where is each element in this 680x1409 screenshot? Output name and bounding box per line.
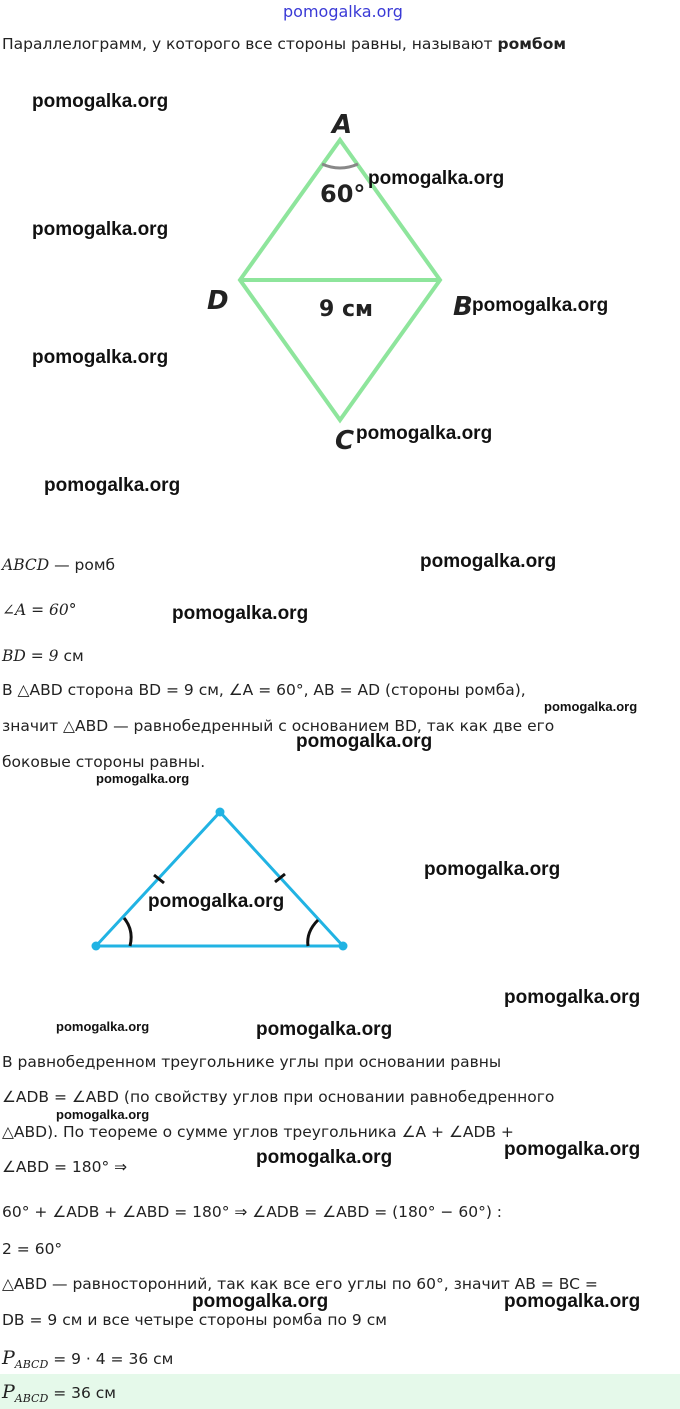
text-romb: — ромб bbox=[49, 556, 116, 574]
math-p-subscript: ABCD bbox=[14, 1358, 49, 1372]
vertex-dot-right bbox=[339, 942, 348, 951]
solution-line-12: 2 = 60° bbox=[2, 1240, 63, 1258]
angle-label: 60° bbox=[320, 180, 366, 208]
watermark: pomogalka.org bbox=[32, 347, 169, 368]
watermark: pomogalka.org bbox=[504, 1291, 641, 1312]
vertex-c-label: C bbox=[335, 426, 355, 455]
math-abcd: ABCD bbox=[2, 556, 50, 574]
solution-line-15 bbox=[2, 1347, 173, 1371]
watermark: pomogalka.org bbox=[504, 987, 641, 1008]
math-angle-a: A = 60° bbox=[15, 601, 77, 619]
watermark-small: pomogalka.org bbox=[544, 699, 638, 714]
watermark: pomogalka.org bbox=[368, 168, 505, 189]
watermark: pomogalka.org bbox=[256, 1019, 393, 1040]
answer-line bbox=[2, 1381, 116, 1405]
watermark: pomogalka.org bbox=[504, 1139, 641, 1160]
solution-line-13: △ABD — равносторонний, так как все его углы по 60°, значит AB = BC = bbox=[2, 1275, 598, 1293]
math-bd: BD = 9 bbox=[2, 647, 59, 665]
vertex-a-label: A bbox=[332, 110, 353, 140]
solution-line-1 bbox=[2, 556, 115, 574]
watermark: pomogalka.org bbox=[256, 1147, 393, 1168]
watermark: pomogalka.org bbox=[356, 423, 493, 444]
vertex-dot-left bbox=[92, 942, 101, 951]
text-sm: см bbox=[58, 647, 84, 665]
vertex-b-label: B bbox=[453, 292, 473, 322]
solution-line-2 bbox=[2, 601, 77, 619]
intro-plain: Параллелограмм, у которого все стороны равны, называют bbox=[2, 35, 498, 53]
watermark-small: pomogalka.org bbox=[56, 1107, 150, 1122]
triangle-outline bbox=[96, 812, 343, 946]
perimeter-calc: = 9 · 4 = 36 см bbox=[48, 1350, 174, 1368]
solution-line-7: В равнобедренном треугольнике углы при основании равны bbox=[2, 1053, 502, 1071]
watermark: pomogalka.org bbox=[472, 295, 609, 316]
solution-line-8: ∠ADB = ∠ABD (по свойству углов при основании равнобедренного bbox=[2, 1088, 555, 1106]
watermark: pomogalka.org bbox=[296, 731, 433, 752]
vertex-d-label: D bbox=[207, 286, 229, 316]
site-link[interactable]: pomogalka.org bbox=[283, 2, 403, 21]
solution-line-14: DB = 9 см и все четыре стороны ромба по 9 см bbox=[2, 1311, 387, 1329]
angle-arc bbox=[322, 164, 358, 168]
watermark-small: pomogalka.org bbox=[56, 1019, 150, 1034]
watermark: pomogalka.org bbox=[44, 475, 181, 496]
intro-text bbox=[2, 35, 566, 53]
watermark: pomogalka.org bbox=[172, 603, 309, 624]
solution-line-9: △ABD). По теореме о сумме углов треугольника ∠A + ∠ADB + bbox=[2, 1123, 514, 1141]
watermark-small: pomogalka.org bbox=[96, 771, 190, 786]
answer-p: P bbox=[2, 1381, 15, 1403]
vertex-dot-top bbox=[216, 808, 225, 817]
math-p: P bbox=[2, 1347, 15, 1369]
angle-symbol: ∠ bbox=[2, 601, 15, 619]
rhombus-figure bbox=[195, 105, 475, 455]
watermark: pomogalka.org bbox=[32, 219, 169, 240]
watermark: pomogalka.org bbox=[32, 91, 169, 112]
watermark: pomogalka.org bbox=[192, 1291, 329, 1312]
answer-value: = 36 см bbox=[48, 1384, 116, 1402]
watermark: pomogalka.org bbox=[424, 859, 561, 880]
angle-arc-left bbox=[124, 918, 131, 946]
intro-bold: ромбом bbox=[497, 35, 567, 53]
triangle-figure bbox=[80, 800, 370, 960]
solution-line-6: боковые стороны равны. bbox=[2, 753, 206, 771]
angle-arc-right bbox=[308, 920, 318, 946]
solution-line-4: В △ABD сторона BD = 9 см, ∠A = 60°, AB = AD (стороны ромба), bbox=[2, 681, 526, 699]
watermark: pomogalka.org bbox=[148, 891, 285, 912]
solution-line-11: 60° + ∠ADB + ∠ABD = 180° ⇒ ∠ADB = ∠ABD = (180° − 60°) : bbox=[2, 1203, 503, 1221]
watermark: pomogalka.org bbox=[420, 551, 557, 572]
solution-line-3 bbox=[2, 647, 84, 665]
solution-line-5: значит △ABD — равнобедренный с основанием BD, так как две его bbox=[2, 717, 555, 735]
solution-line-10: ∠ABD = 180° ⇒ bbox=[2, 1158, 128, 1176]
diagonal-label: 9 см bbox=[319, 297, 373, 322]
answer-p-subscript: ABCD bbox=[14, 1392, 49, 1406]
